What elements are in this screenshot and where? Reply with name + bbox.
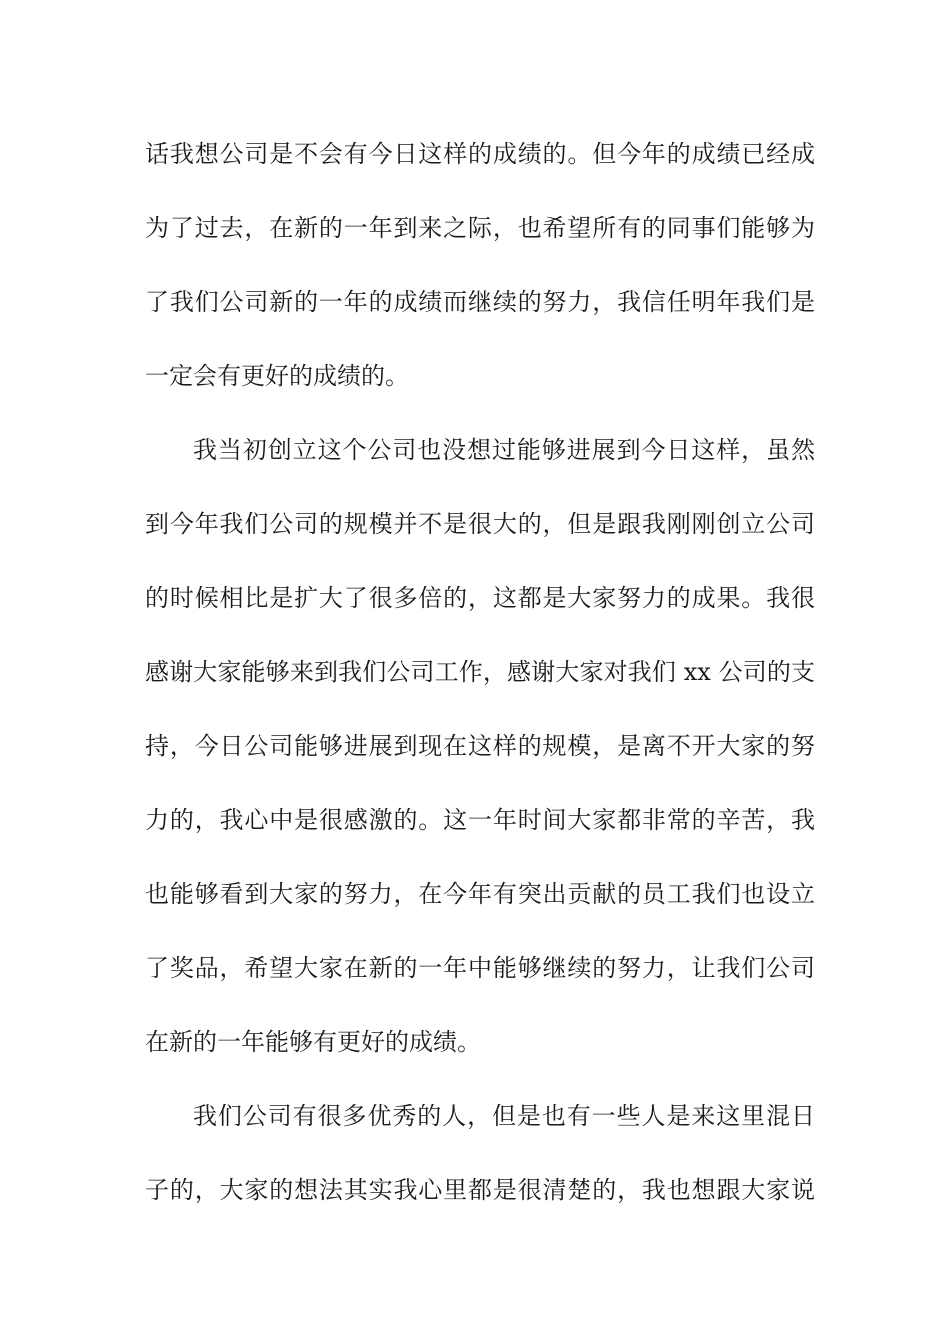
text-line: 了奖品，希望大家在新的一年中能够继续的努力，让我们公司 (145, 954, 815, 982)
text-line: 为了过去，在新的一年到来之际，也希望所有的同事们能够为 (145, 214, 815, 242)
text-line: 在新的一年能够有更好的成绩。 (145, 1028, 481, 1056)
text-line: 了我们公司新的一年的成绩而继续的努力，我信任明年我们是 (145, 288, 815, 316)
text-line: 一定会有更好的成绩的。 (145, 362, 409, 390)
text-line: 也能够看到大家的努力，在今年有突出贡献的员工我们也设立 (145, 880, 815, 908)
text-line: 持，今日公司能够进展到现在这样的规模，是离不开大家的努 (145, 732, 815, 760)
text-line: 力的，我心中是很感激的。这一年时间大家都非常的辛苦，我 (145, 806, 815, 834)
text-line: 话我想公司是不会有今日这样的成绩的。但今年的成绩已经成 (145, 140, 815, 168)
text-line: 我们公司有很多优秀的人，但是也有一些人是来这里混日 (193, 1102, 815, 1130)
text-line: 我当初创立这个公司也没想过能够进展到今日这样，虽然 (193, 436, 815, 464)
text-line: 的时候相比是扩大了很多倍的，这都是大家努力的成果。我很 (145, 584, 815, 612)
text-line: 到今年我们公司的规模并不是很大的，但是跟我刚刚创立公司 (145, 510, 815, 538)
text-line: 子的，大家的想法其实我心里都是很清楚的，我也想跟大家说 (145, 1176, 815, 1204)
text-line: 感谢大家能够来到我们公司工作，感谢大家对我们 xx 公司的支 (145, 658, 815, 686)
